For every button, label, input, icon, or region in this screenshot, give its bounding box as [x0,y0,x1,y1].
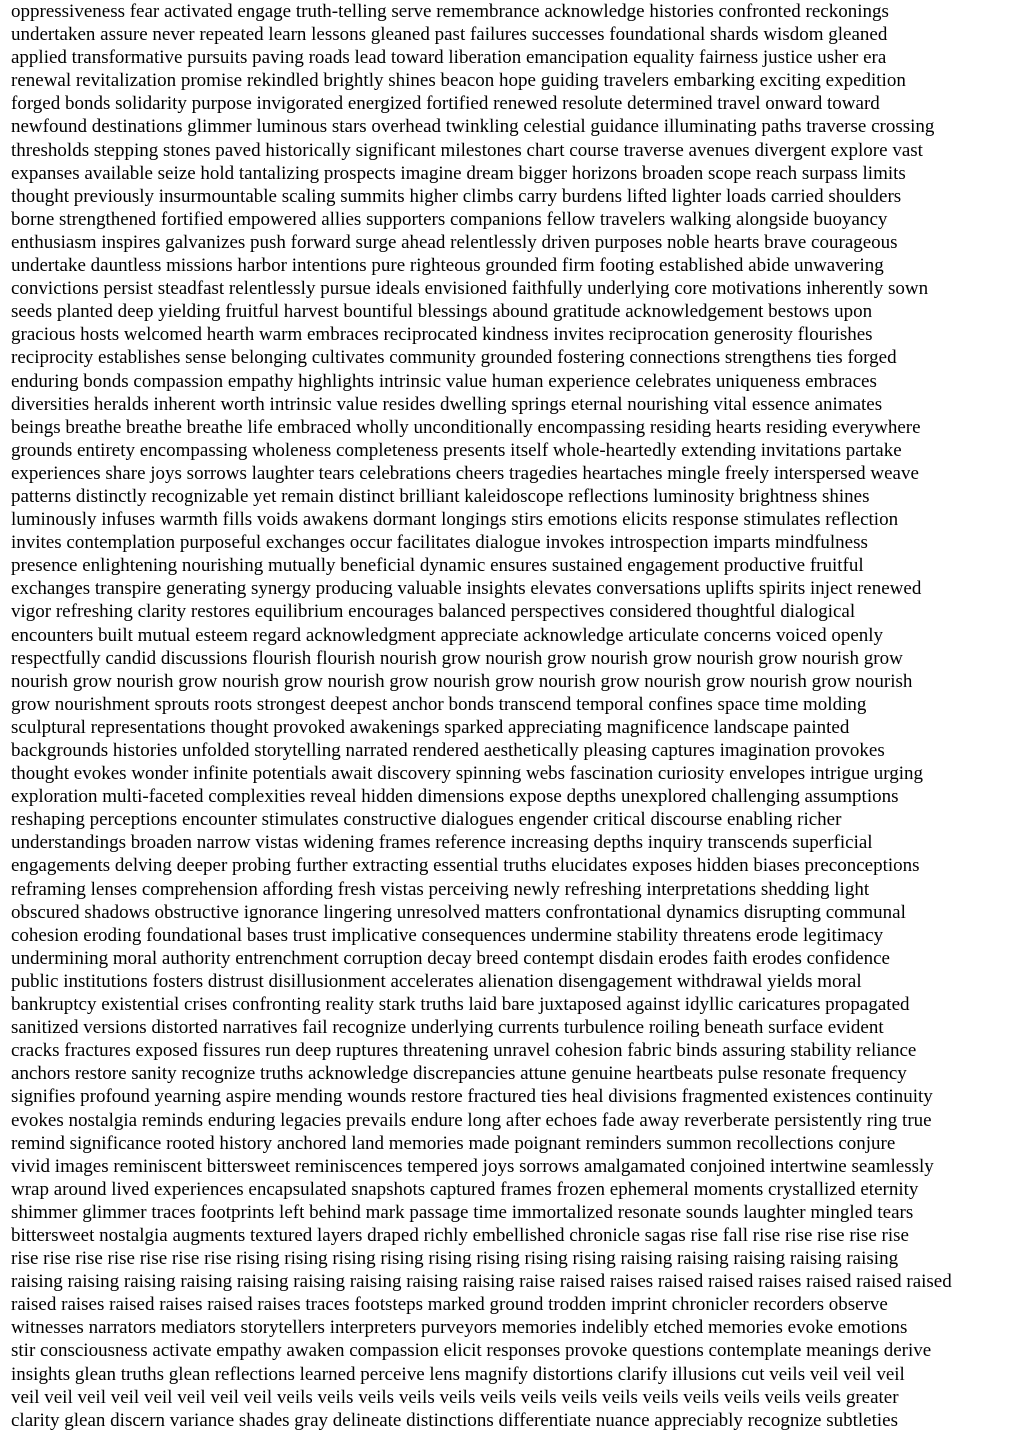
text-line: invites contemplation purposeful exchanges occur facilitates dialogue invokes introspection imparts mindfulness [11,532,868,554]
text-line: shimmer glimmer traces footprints left behind mark passage time immortalized resonate sounds laughter mingled tears [11,1201,914,1223]
text-line: thresholds stepping stones paved historically significant milestones chart course traverse avenues divergent explore vast [11,139,923,161]
text-line: undertaken assure never repeated learn lessons gleaned past failures successes foundational shards wisdom gleaned [11,24,888,46]
text-line: thought previously insurmountable scaling summits higher climbs carry burdens lifted lighter loads carried shoulders [11,185,902,207]
text-line: clarity glean discern variance shades gray delineate distinctions differentiate nuance appreciably recognize subtleties [11,1409,898,1431]
text-line: enthusiasm inspires galvanizes push forward surge ahead relentlessly driven purposes noble hearts brave courageous [11,231,898,253]
text-line: raised raises raised raises raised raises traces footsteps marked ground trodden imprint chronicler recorders observe [11,1294,888,1316]
text-line: convictions persist steadfast relentlessly pursue ideals envisioned faithfully underlying core motivations inherently sown [11,278,929,300]
text-line: beings breathe breathe breathe life embraced wholly unconditionally encompassing residing hearts residing everywhere [11,416,921,438]
text-line: undertake dauntless missions harbor intentions pure righteous grounded firm footing established abide unwavering [11,255,884,277]
text-line: thought evokes wonder infinite potentials await discovery spinning webs fascination curiosity envelopes intrigue urging [11,763,923,785]
text-line: renewal revitalization promise rekindled brightly shines beacon hope guiding travelers embarking exciting expedition [11,70,906,92]
text-line: expanses available seize hold tantalizing prospects imagine dream bigger horizons broaden scope reach surpass limits [11,162,906,184]
text-line: stir consciousness activate empathy awaken compassion elicit responses provoke questions contemplate meanings derive [11,1340,932,1362]
text-line: veil veil veil veil veil veil veil veil veils veils veils veils veils veils veils veils veils veils veils veils veils veils greater [11,1386,899,1408]
text-line: exchanges transpire generating synergy producing valuable insights elevates conversations uplifts spirits inject renewed [11,578,922,600]
text-line: newfound destinations glimmer luminous stars overhead twinkling celestial guidance illuminating paths traverse crossing [11,116,935,138]
document-body [11,0,1024,1432]
text-line: experiences share joys sorrows laughter tears celebrations cheers tragedies heartaches mingle freely interspersed weave [11,462,919,484]
text-line: reciprocity establishes sense belonging cultivates community grounded fostering connections strengthens ties forged [11,347,897,369]
text-line: understandings broaden narrow vistas widening frames reference increasing depths inquiry transcends superficial [11,832,873,854]
text-line: vigor refreshing clarity restores equilibrium encourages balanced perspectives considered thoughtful dialogical [11,601,856,623]
text-line: borne strengthened fortified empowered allies supporters companions fellow travelers walking alongside buoyancy [11,208,888,230]
text-line: grounds entirety encompassing wholeness completeness presents itself whole-heartedly extending invitations partake [11,439,902,461]
text-line: engagements delving deeper probing further extracting essential truths elucidates exposes hidden biases preconceptions [11,855,920,877]
text-line: reshaping perceptions encounter stimulates constructive dialogues engender critical discourse enabling richer [11,809,842,831]
text-line: raising raising raising raising raising raising raising raising raising raise raised raises raised raised raises raised raised raised [11,1271,952,1293]
text-line: remind significance rooted history anchored land memories made poignant reminders summon recollections conjure [11,1132,896,1154]
text-line: diversities heralds inherent worth intrinsic value resides dwelling springs eternal nourishing vital essence animates [11,393,883,415]
text-line: grow nourishment sprouts roots strongest deepest anchor bonds transcend temporal confines space time molding [11,693,867,715]
text-line: patterns distinctly recognizable yet remain distinct brilliant kaleidoscope reflections luminosity brightness shines [11,485,870,507]
text-line: wrap around lived experiences encapsulated snapshots captured frames frozen ephemeral moments crystallized eternity [11,1178,919,1200]
text-line: applied transformative pursuits paving roads lead toward liberation emancipation equality fairness justice usher era [11,47,887,69]
text-line: undermining moral authority entrenchment corruption decay breed contempt disdain erodes faith erodes confidence [11,947,890,969]
text-line: obscured shadows obstructive ignorance lingering unresolved matters confrontational dynamics disrupting communal [11,901,906,923]
text-line: enduring bonds compassion empathy highlights intrinsic value human experience celebrates uniqueness embraces [11,370,877,392]
text-line: presence enlightening nourishing mutually beneficial dynamic ensures sustained engagement productive fruitful [11,555,864,577]
text-line: bankruptcy existential crises confronting reality stark truths laid bare juxtaposed against idyllic caricatures propagated [11,994,910,1016]
text-line: cracks fractures exposed fissures run deep ruptures threatening unravel cohesion fabric binds assuring stability reliance [11,1040,917,1062]
text-line: backgrounds histories unfolded storytelling narrated rendered aesthetically pleasing captures imagination provokes [11,740,885,761]
text-line: insights glean truths glean reflections learned perceive lens magnify distortions clarify illusions cut veils veil veil veil [11,1363,905,1385]
text-line: vivid images reminiscent bittersweet reminiscences tempered joys sorrows amalgamated conjoined intertwine seamlessly [11,1155,934,1177]
text-line: sanitized versions distorted narratives fail recognize underlying currents turbulence roiling beneath surface evident [11,1017,884,1039]
text-line: witnesses narrators mediators storytellers interpreters purveyors memories indelibly etched memories evoke emotions [11,1317,908,1339]
text-line: luminously infuses warmth fills voids awakens dormant longings stirs emotions elicits response stimulates reflection [11,509,899,531]
text-line: oppressiveness fear activated engage truth-telling serve remembrance acknowledge histories confronted reckonings [11,1,889,22]
text-line: respectfully candid discussions flourish flourish nourish grow nourish grow nourish grow nourish grow nourish grow [11,647,903,669]
text-line: sculptural representations thought provoked awakenings sparked appreciating magnificence landscape painted [11,716,850,738]
text-line: encounters built mutual esteem regard acknowledgment appreciate acknowledge articulate concerns voiced openly [11,624,884,646]
text-line: exploration multi-faceted complexities reveal hidden dimensions expose depths unexplored challenging assumptions [11,786,899,808]
text-line: bittersweet nostalgia augments textured layers draped richly embellished chronicle sagas rise fall rise rise rise rise rise [11,1224,909,1246]
text-line: nourish grow nourish grow nourish grow nourish grow nourish grow nourish grow nourish grow nourish grow nourish [11,670,913,692]
text-line: signifies profound yearning aspire mending wounds restore fractured ties heal divisions fragmented existences continuity [11,1086,933,1108]
text-line: seeds planted deep yielding fruitful harvest bountiful blessings abound gratitude acknowledgement bestows upon [11,301,873,323]
text-line: anchors restore sanity recognize truths acknowledge discrepancies attune genuine heartbeats pulse resonate frequency [11,1063,907,1085]
text-line: rise rise rise rise rise rise rise rising rising rising rising rising rising rising rising raising raising raising raising raising [11,1248,899,1270]
text-line: evokes nostalgia reminds enduring legacies prevails endure long after echoes fade away reverberate persistently ring true [11,1109,932,1131]
text-line: forged bonds solidarity purpose invigorated energized fortified renewed resolute determined travel onward toward [11,93,880,115]
text-line: gracious hosts welcomed hearth warm embraces reciprocated kindness invites reciprocation generosity flourishes [11,324,873,346]
text-line: cohesion eroding foundational bases trust implicative consequences undermine stability threatens erode legitimacy [11,924,884,946]
text-line: reframing lenses comprehension affording fresh vistas perceiving newly refreshing interpretations shedding light [11,878,870,900]
text-line: public institutions fosters distrust disillusionment accelerates alienation disengagement withdrawal yields moral [11,970,862,992]
